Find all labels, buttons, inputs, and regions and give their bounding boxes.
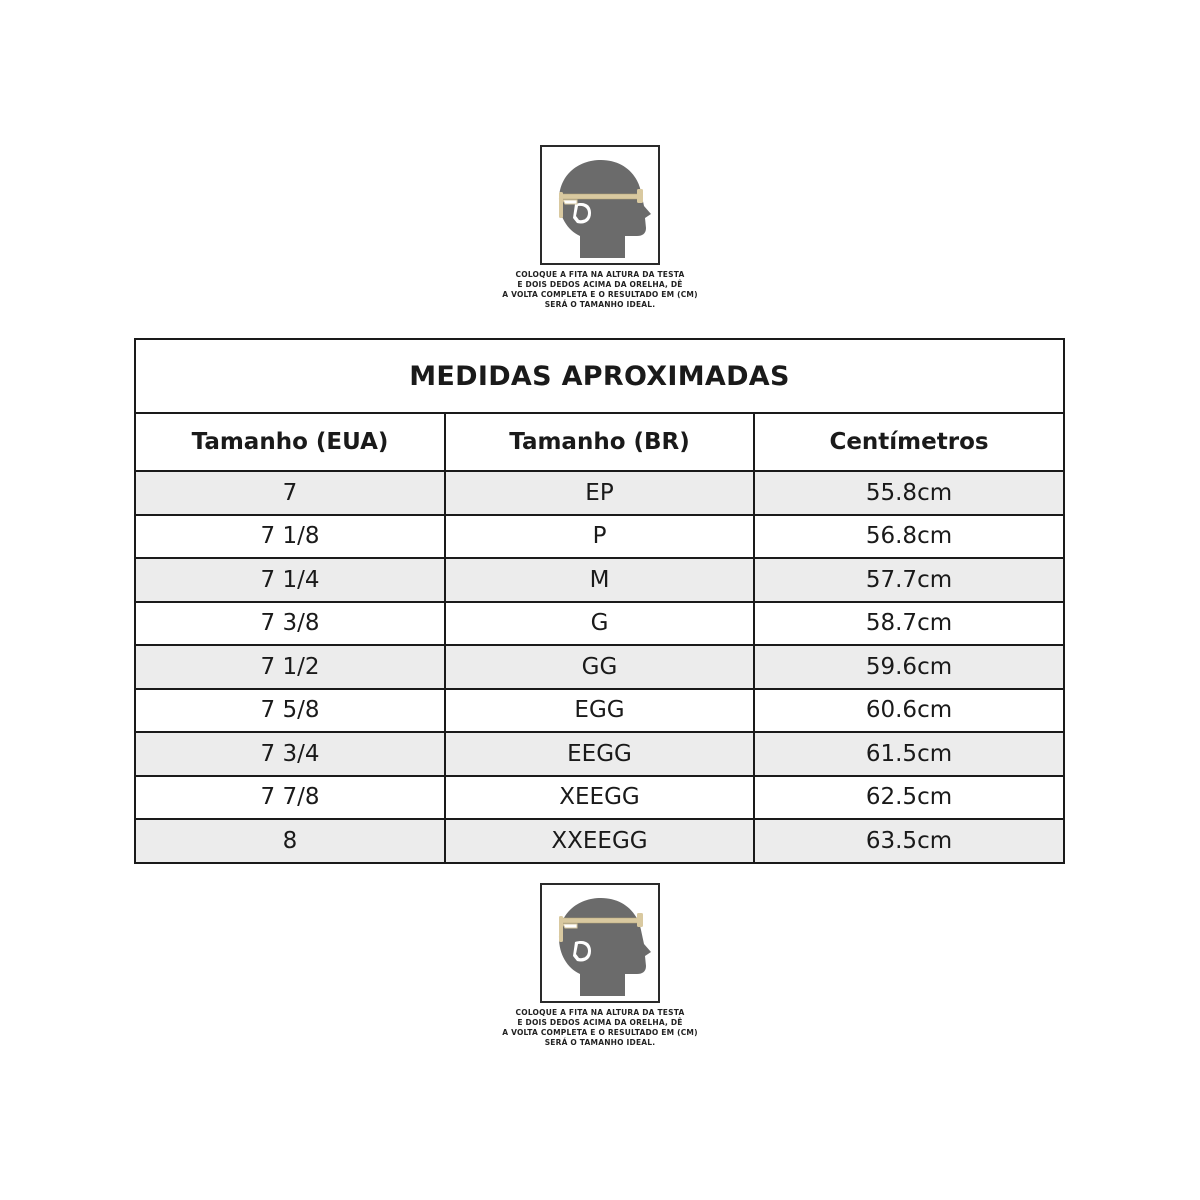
header-centimeters: Centímetros xyxy=(829,429,989,455)
head-measuring-tape-icon xyxy=(545,150,655,260)
instruction-caption xyxy=(470,270,730,310)
measuring-instruction-bottom xyxy=(0,883,1200,1048)
table-row xyxy=(136,777,1063,821)
cell-size-br: GG xyxy=(446,646,755,688)
caption-line: COLOQUE A FITA NA ALTURA DA TESTA xyxy=(515,1008,685,1017)
header-size-usa: Tamanho (EUA) xyxy=(136,414,446,470)
cell-centimeters: 62.5cm xyxy=(865,784,953,811)
cell-size-br: M xyxy=(446,559,755,601)
caption-line: A VOLTA COMPLETA E O RESULTADO EM (CM) xyxy=(502,1028,698,1037)
cell-size-usa: 7 3/8 xyxy=(136,603,446,645)
table-title: MEDIDAS APROXIMADAS xyxy=(136,340,1063,414)
cell-centimeters: 59.6cm xyxy=(865,653,953,680)
caption-line: SERÁ O TAMANHO IDEAL. xyxy=(544,1038,656,1047)
head-frame xyxy=(540,883,660,1003)
cell-size-usa: 7 1/2 xyxy=(136,646,446,688)
caption-line: A VOLTA COMPLETA E O RESULTADO EM (CM) xyxy=(502,290,698,299)
cell-centimeters: 55.8cm xyxy=(865,479,953,506)
cell-centimeters: 60.6cm xyxy=(865,697,953,724)
cell-centimeters: 61.5cm xyxy=(865,740,953,767)
table-row xyxy=(136,603,1063,647)
cell-size-usa: 7 xyxy=(136,472,446,514)
table-header-row xyxy=(136,414,1063,472)
table-row xyxy=(136,690,1063,734)
head-measuring-tape-icon xyxy=(545,888,655,998)
caption-line: COLOQUE A FITA NA ALTURA DA TESTA xyxy=(515,270,685,279)
cell-size-usa: 7 3/4 xyxy=(136,733,446,775)
cell-centimeters: 58.7cm xyxy=(865,610,953,637)
cell-size-br: P xyxy=(446,516,755,558)
header-size-br: Tamanho (BR) xyxy=(446,414,755,470)
table-row xyxy=(136,516,1063,560)
cell-size-usa: 7 1/4 xyxy=(136,559,446,601)
cell-size-br: G xyxy=(446,603,755,645)
measuring-instruction-top xyxy=(0,145,1200,310)
caption-line: E DOIS DEDOS ACIMA DA ORELHA, DÊ xyxy=(517,280,683,289)
head-frame xyxy=(540,145,660,265)
cell-size-br: EEGG xyxy=(446,733,755,775)
cell-size-usa: 8 xyxy=(136,820,446,862)
size-chart-table xyxy=(134,338,1065,864)
caption-line: E DOIS DEDOS ACIMA DA ORELHA, DÊ xyxy=(517,1018,683,1027)
cell-centimeters: 63.5cm xyxy=(865,827,953,854)
table-row xyxy=(136,559,1063,603)
caption-line: SERÁ O TAMANHO IDEAL. xyxy=(544,300,656,309)
cell-size-br: XXEEGG xyxy=(446,820,755,862)
cell-size-br: EP xyxy=(446,472,755,514)
table-row xyxy=(136,820,1063,862)
cell-centimeters: 56.8cm xyxy=(865,523,953,550)
table-row xyxy=(136,646,1063,690)
cell-size-br: XEEGG xyxy=(446,777,755,819)
cell-size-usa: 7 7/8 xyxy=(136,777,446,819)
table-row xyxy=(136,472,1063,516)
cell-size-usa: 7 1/8 xyxy=(136,516,446,558)
cell-centimeters: 57.7cm xyxy=(865,566,953,593)
cell-size-br: EGG xyxy=(446,690,755,732)
cell-size-usa: 7 5/8 xyxy=(136,690,446,732)
instruction-caption xyxy=(470,1008,730,1048)
table-row xyxy=(136,733,1063,777)
